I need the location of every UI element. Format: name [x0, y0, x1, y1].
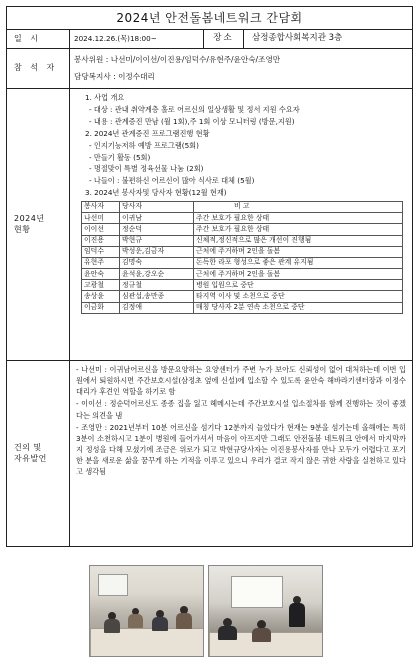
recipient-cell: 심관섭,송만종: [120, 291, 194, 302]
meeting-photo-2: [208, 565, 323, 657]
volunteer-cell: 유현주: [82, 257, 120, 268]
volunteer-cell: 윤안숙: [82, 269, 120, 280]
status-label: [7, 89, 70, 360]
recipient-cell: 정규철: [120, 280, 194, 291]
table-row: [82, 302, 403, 313]
volunteer-cell: 고광철: [82, 280, 120, 291]
volunteer-table-header: [82, 201, 403, 212]
recipient-cell: 박성운,김금자: [120, 246, 194, 257]
table-row: [82, 224, 403, 235]
header-volunteer: 봉사자: [82, 201, 120, 212]
status-line: 2. 2024년 관계증진 프로그램진행 현황: [85, 128, 210, 138]
meeting-minutes-document: [6, 6, 413, 547]
status-line: - 대상 : 관내 취약계층 홀로 어르신의 일상생활 및 정서 지원 수요자: [89, 104, 300, 114]
volunteer-cell: 임덕수: [82, 246, 120, 257]
table-row: [82, 269, 403, 280]
status-line: 1. 사업 개요: [85, 93, 125, 102]
status-content: [70, 89, 412, 360]
volunteer-cell: 송상윤: [82, 291, 120, 302]
place-value: 삼정종합사회복지관 3층: [252, 33, 343, 44]
volunteer-cell: 이이선: [82, 224, 120, 235]
opinion-row: [7, 361, 412, 546]
opinion-content: [70, 361, 412, 546]
header-recipient: 당사자: [120, 201, 194, 212]
recipient-cell: 김정애: [120, 302, 194, 313]
note-cell: 근처에 주거하며 2인을 돌봄: [194, 246, 403, 257]
opinion-label: [7, 361, 70, 546]
attendees-cell: [70, 49, 412, 88]
meeting-photos: [89, 565, 323, 657]
note-cell: 매칭 당사자 2분 연속 소천으로 중단: [194, 302, 403, 313]
table-row: [82, 235, 403, 246]
status-line: - 나들이 : 불편하신 어르신이 많아 식사로 대체 (5월): [89, 176, 255, 186]
header-note: 비 고: [194, 201, 403, 212]
table-row: [82, 291, 403, 302]
opinion-label-line1: 건의 및: [14, 442, 42, 452]
date-place-row: [7, 30, 412, 49]
table-row: [82, 280, 403, 291]
volunteer-cell: 이금화: [82, 302, 120, 313]
status-lines: [75, 93, 407, 198]
status-label-line1: 2024년: [14, 213, 45, 223]
opinion-label-line2: 자유발언: [14, 453, 47, 463]
volunteer-cell: 나선미: [82, 213, 120, 224]
table-row: [82, 257, 403, 268]
date-value: 2024.12.26.(목)18:00~: [70, 30, 204, 48]
status-line: 3. 2024년 봉사자및 당사자 현황(12월 현재): [85, 188, 227, 198]
recipient-cell: 윤석윤,강오순: [120, 269, 194, 280]
opinion-paragraph: - 이이선 : 정순덕어르신도 종종 집을 잃고 헤메시는데 주간보호시설 입소절차를 함께 진행하는 것이 좋겠다는 의견을 냄: [76, 399, 406, 420]
recipient-cell: 이귀남: [120, 213, 194, 224]
volunteer-table: [81, 201, 403, 314]
note-cell: 주간 보호가 필요한 상태: [194, 213, 403, 224]
status-line: - 내용 : 관계증진 만남 (월 1회),주 1회 이상 모니터링 (방문,지원): [89, 116, 295, 126]
attendees-label: 참 석 자: [7, 49, 70, 88]
opinion-paragraph: - 나선미 : 이귀남어르신을 방문요양하는 요양센터가 주변 누가 보아도 신뢰성이 없어 대처하는데 이번 입원에서 퇴원하시면 주간보호시설(삼정초 옆에 신설)에 입소할 수 있도록 윤안숙 해바라기센터장과 이정수대리가 후견인 역할을 하기로 함: [76, 365, 406, 397]
note-cell: 주간 보호가 필요한 상태: [194, 224, 403, 235]
status-line: - 명절맞이 특별 정육선물 나눔 (2회): [89, 164, 204, 174]
table-row: [82, 213, 403, 224]
status-line: - 인지기능저하 예방 프로그램(5회): [89, 140, 199, 150]
table-row: [82, 246, 403, 257]
recipient-cell: 박현규: [120, 235, 194, 246]
note-cell: 돈독한 라포 형성으로 좋은 관계 유지됨: [194, 257, 403, 268]
opinion-paragraph: - 조영만 : 2021년부터 10분 어르신을 섬기다 12분까지 늘었다가 현재는 9분을 섬기는데 올해에는 특히 3분이 소천하시고 1분이 병원에 들어가셔서 마음이 아프지만 그래도 안전돌봄 네트워크 안에서 마지막까지 정성을 다해 모셨기에 조금은 위로가 되고 박현규당사자는 이진용봉사자를 만나 모두가 어렵다고 포기한 분을 새로운 삶을 꿈꾸게 하는 기적을 이루고 있으니 우리가 결코 작지 않은 귀한 사랑을 실천하고 있다고 생각됨: [76, 422, 406, 477]
projection-screen: [231, 576, 283, 608]
note-cell: 병원 입원으로 중단: [194, 280, 403, 291]
meeting-photo-1: [89, 565, 204, 657]
status-row: [7, 89, 412, 361]
document-title: 2024년 안전돌봄네트워크 간담회: [7, 7, 412, 30]
recipient-cell: 정순덕: [120, 224, 194, 235]
date-label: 일 시: [7, 30, 70, 48]
attendees-volunteers: 봉사위원 : 나선미/이이선/이진용/임덕수/유현주/윤안숙/조영만: [74, 55, 281, 65]
status-label-line2: 현황: [14, 224, 31, 234]
attendees-row: [7, 49, 412, 89]
note-cell: 타지역 이사 및 소천으로 중단: [194, 291, 403, 302]
whiteboard: [98, 574, 128, 596]
status-line: - 만들기 활동 (5회): [89, 152, 151, 162]
attendees-staff: 담당복지사 : 이정수대리: [74, 71, 155, 81]
place-label: 장소: [204, 30, 244, 48]
recipient-cell: 김명숙: [120, 257, 194, 268]
note-cell: 근처에 주거하며 2인을 돌봄: [194, 269, 403, 280]
note-cell: 신체적,정신적으로 많은 개선이 진행됨: [194, 235, 403, 246]
volunteer-cell: 이진용: [82, 235, 120, 246]
